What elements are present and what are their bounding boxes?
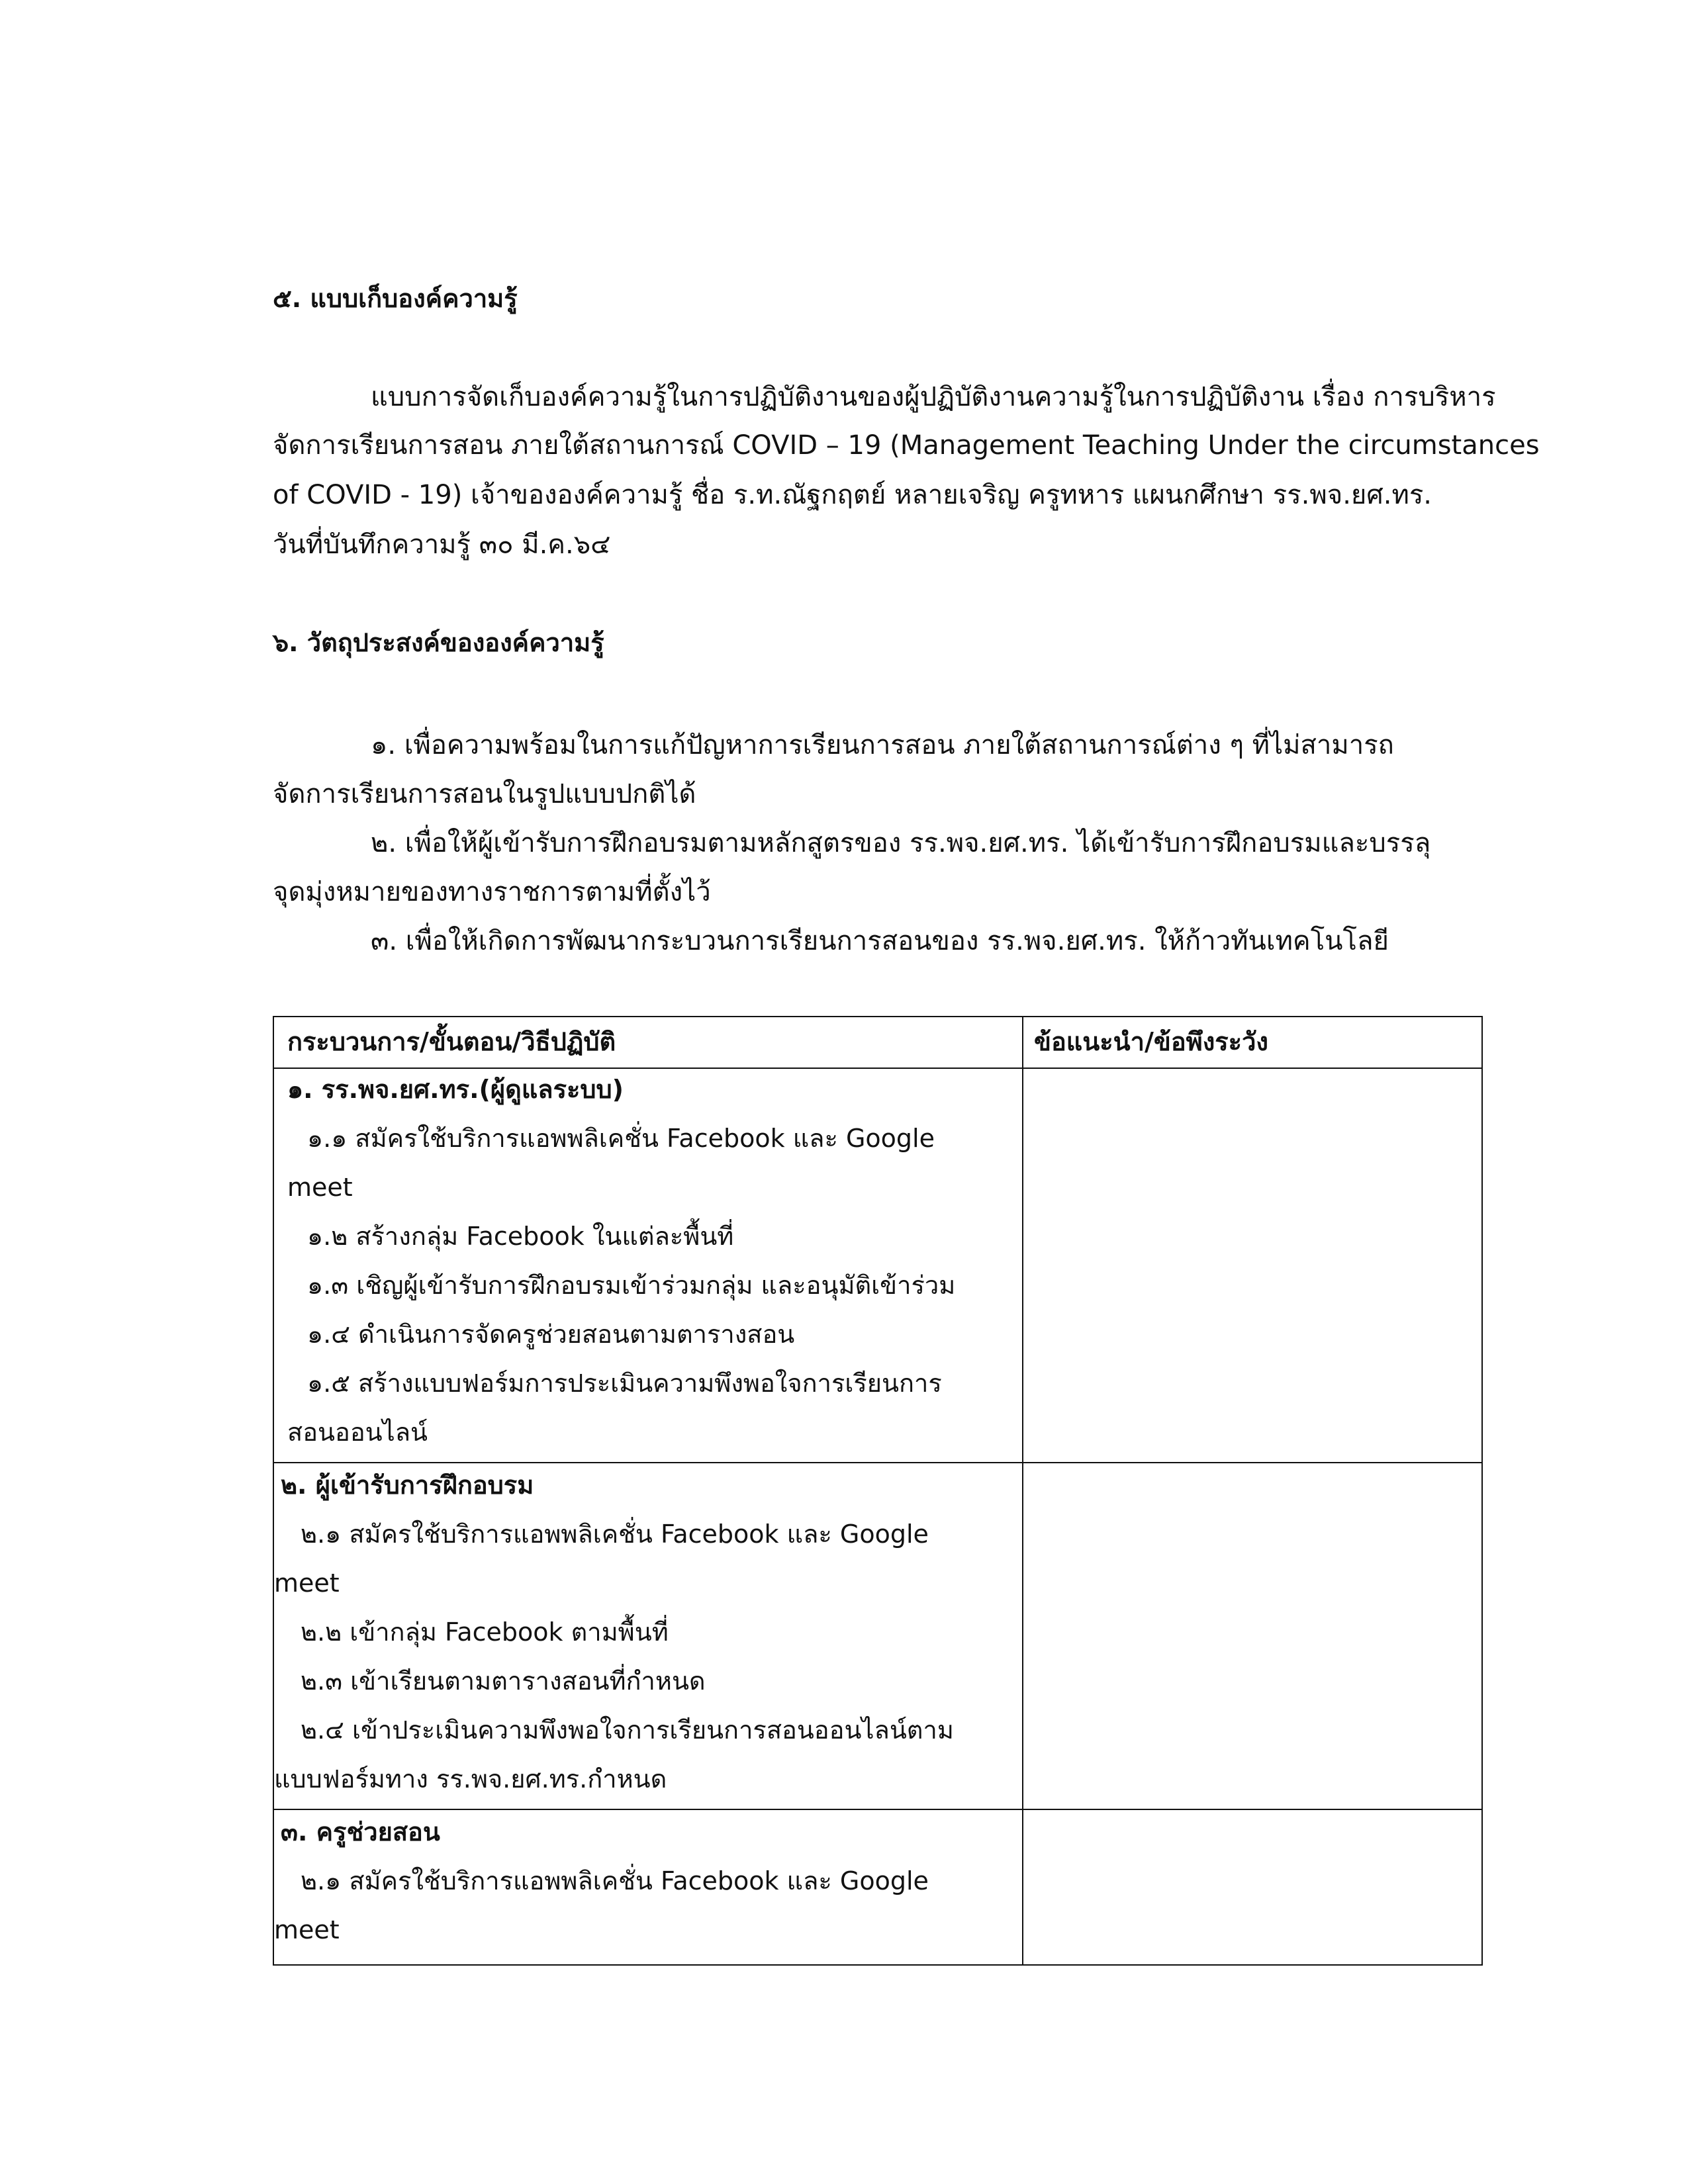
table-row-line: ๑.๓ เชิญผู้เข้ารับการฝึกอบรมเข้าร่วมกลุ่ม และอนุมัติเข้าร่วม [307, 1271, 956, 1300]
objective-line: จุดมุ่งหมายของทางราชการตามที่ตั้งไว้ [273, 877, 711, 907]
table-row-line: ๒.๔ เข้าประเมินความพึงพอใจการเรียนการสอนออนไลน์ตาม [301, 1715, 954, 1745]
section-5-line: of COVID - 19) เจ้าขององค์ความรู้ ชื่อ ร.ท.ณัฐกฤตย์ หลายเจริญ ครูทหาร แผนกศึกษา รร.พจ.ยศ.ทร. [273, 480, 1432, 510]
section-5-line: วันที่บันทึกความรู้ ๓๐ มี.ค.๖๔ [273, 529, 611, 560]
table-row-line: ๒.๓ เข้าเรียนตามตารางสอนที่กำหนด [301, 1666, 706, 1696]
table-row-title: ๒. ผู้เข้ารับการฝึกอบรม [281, 1471, 534, 1500]
table-row-line: ๑.๒ สร้างกลุ่ม Facebook ในแต่ละพื้นที่ [307, 1222, 734, 1251]
table-row-divider [274, 1462, 1481, 1463]
objective-line: ๒. เพื่อให้ผู้เข้ารับการฝึกอบรมตามหลักสูตรของ รร.พจ.ยศ.ทร. ได้เข้ารับการฝึกอบรมและบรรลุ [371, 828, 1431, 858]
table-header-advice: ข้อแนะนำ/ข้อพึงระวัง [1034, 1027, 1268, 1056]
table-row-line: ๒.๒ เข้ากลุ่ม Facebook ตามพื้นที่ [301, 1617, 669, 1647]
table-row-title: ๑. รร.พจ.ยศ.ทร.(ผู้ดูแลระบบ) [287, 1075, 624, 1104]
table-column-divider [1022, 1017, 1023, 1964]
objective-line: จัดการเรียนการสอนในรูปแบบปกติได้ [273, 779, 696, 809]
table-row-line: สอนออนไลน์ [287, 1418, 428, 1447]
table-row-line: ๒.๑ สมัครใช้บริการแอพพลิเคชั่น Facebook และ Google [301, 1520, 929, 1549]
table-row-divider [274, 1068, 1481, 1069]
knowledge-table [273, 1016, 1483, 1966]
table-row-divider [274, 1809, 1481, 1810]
objective-line: ๓. เพื่อให้เกิดการพัฒนากระบวนการเรียนการสอนของ รร.พจ.ยศ.ทร. ให้ก้าวทันเทคโนโลยี [371, 926, 1389, 956]
section-6-heading: ๖. วัตถุประสงค์ขององค์ความรู้ [273, 628, 604, 657]
table-row-line: ๒.๑ สมัครใช้บริการแอพพลิเคชั่น Facebook และ Google [301, 1866, 929, 1895]
table-header-process: กระบวนการ/ขั้นตอน/วิธีปฏิบัติ [287, 1027, 616, 1056]
section-5-line: แบบการจัดเก็บองค์ความรู้ในการปฏิบัติงานของผู้ปฏิบัติงานความรู้ในการปฏิบัติงาน เรื่อง การบริหาร [371, 382, 1496, 412]
section-5-line: จัดการเรียนการสอน ภายใต้สถานการณ์ COVID – 19 (Management Teaching Under the circumstances [273, 430, 1540, 461]
section-5-heading: ๕. แบบเก็บองค์ความรู้ [273, 284, 518, 313]
table-row-line: ๑.๕ สร้างแบบฟอร์มการประเมินความพึงพอใจการเรียนการ [307, 1369, 942, 1398]
table-row-line: ๑.๑ สมัครใช้บริการแอพพลิเคชั่น Facebook และ Google [307, 1124, 935, 1153]
table-row-line: meet [287, 1173, 353, 1202]
table-row-line: meet [274, 1915, 340, 1944]
table-row-line: meet [274, 1569, 340, 1598]
objective-line: ๑. เพื่อความพร้อมในการแก้ปัญหาการเรียนการสอน ภายใต้สถานการณ์ต่าง ๆ ที่ไม่สามารถ [371, 730, 1394, 760]
table-row-line: ๑.๔ ดำเนินการจัดครูช่วยสอนตามตารางสอน [307, 1320, 795, 1349]
table-row-title: ๓. ครูช่วยสอน [281, 1817, 440, 1846]
table-row-line: แบบฟอร์มทาง รร.พจ.ยศ.ทร.กำหนด [274, 1764, 667, 1794]
